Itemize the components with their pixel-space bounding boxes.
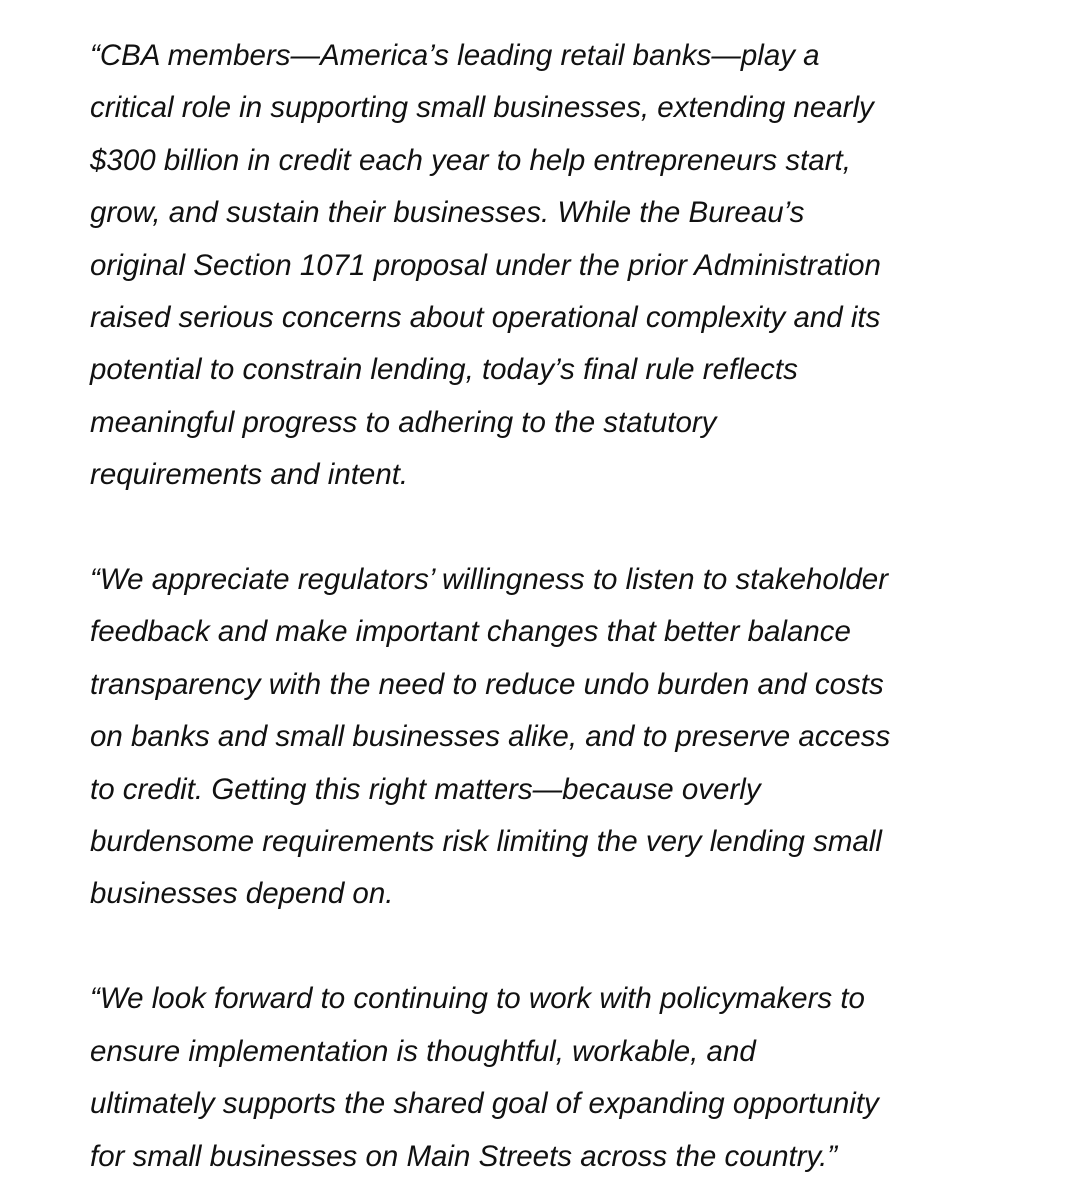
paragraph-1-line: potential to constrain lending, today’s final rule reflects — [90, 353, 798, 387]
press-statement — [90, 30, 1050, 1183]
paragraph-2-line: burdensome requirements risk limiting the very lending small — [90, 825, 882, 859]
paragraph-spacer — [90, 502, 1050, 554]
paragraph-3 — [90, 973, 1050, 1183]
paragraph-1-line: grow, and sustain their businesses. While the Bureau’s — [90, 196, 805, 230]
paragraph-3-line: “We look forward to continuing to work with policymakers to — [90, 982, 865, 1016]
paragraph-spacer — [90, 921, 1050, 973]
paragraph-1-line: meaningful progress to adhering to the statutory — [90, 405, 717, 439]
paragraph-1-line: requirements and intent. — [90, 458, 409, 492]
paragraph-1-line: original Section 1071 proposal under the prior Administration — [90, 248, 881, 282]
paragraph-1 — [90, 30, 1050, 502]
paragraph-2 — [90, 554, 1050, 921]
paragraph-1-line: critical role in supporting small businesses, extending nearly — [90, 91, 874, 125]
paragraph-3-line: ensure implementation is thoughtful, workable, and — [90, 1034, 756, 1068]
paragraph-1-line: $300 billion in credit each year to help entrepreneurs start, — [90, 143, 851, 177]
paragraph-2-line: transparency with the need to reduce undo burden and costs — [90, 667, 884, 701]
paragraph-2-line: businesses depend on. — [90, 877, 394, 911]
paragraph-1-line: “CBA members—America’s leading retail banks—play a — [90, 39, 820, 72]
paragraph-2-line: on banks and small businesses alike, and to preserve access — [90, 720, 891, 754]
paragraph-3-line: ultimately supports the shared goal of expanding opportunity — [90, 1087, 879, 1121]
paragraph-3-line: for small businesses on Main Streets across the country.” — [90, 1139, 838, 1173]
paragraph-2-line: “We appreciate regulators’ willingness to listen to stakeholder — [90, 563, 889, 597]
paragraph-2-line: to credit. Getting this right matters—because overly — [90, 772, 761, 806]
paragraph-2-line: feedback and make important changes that better balance — [90, 615, 851, 649]
paragraph-1-line: raised serious concerns about operational complexity and its — [90, 301, 881, 335]
